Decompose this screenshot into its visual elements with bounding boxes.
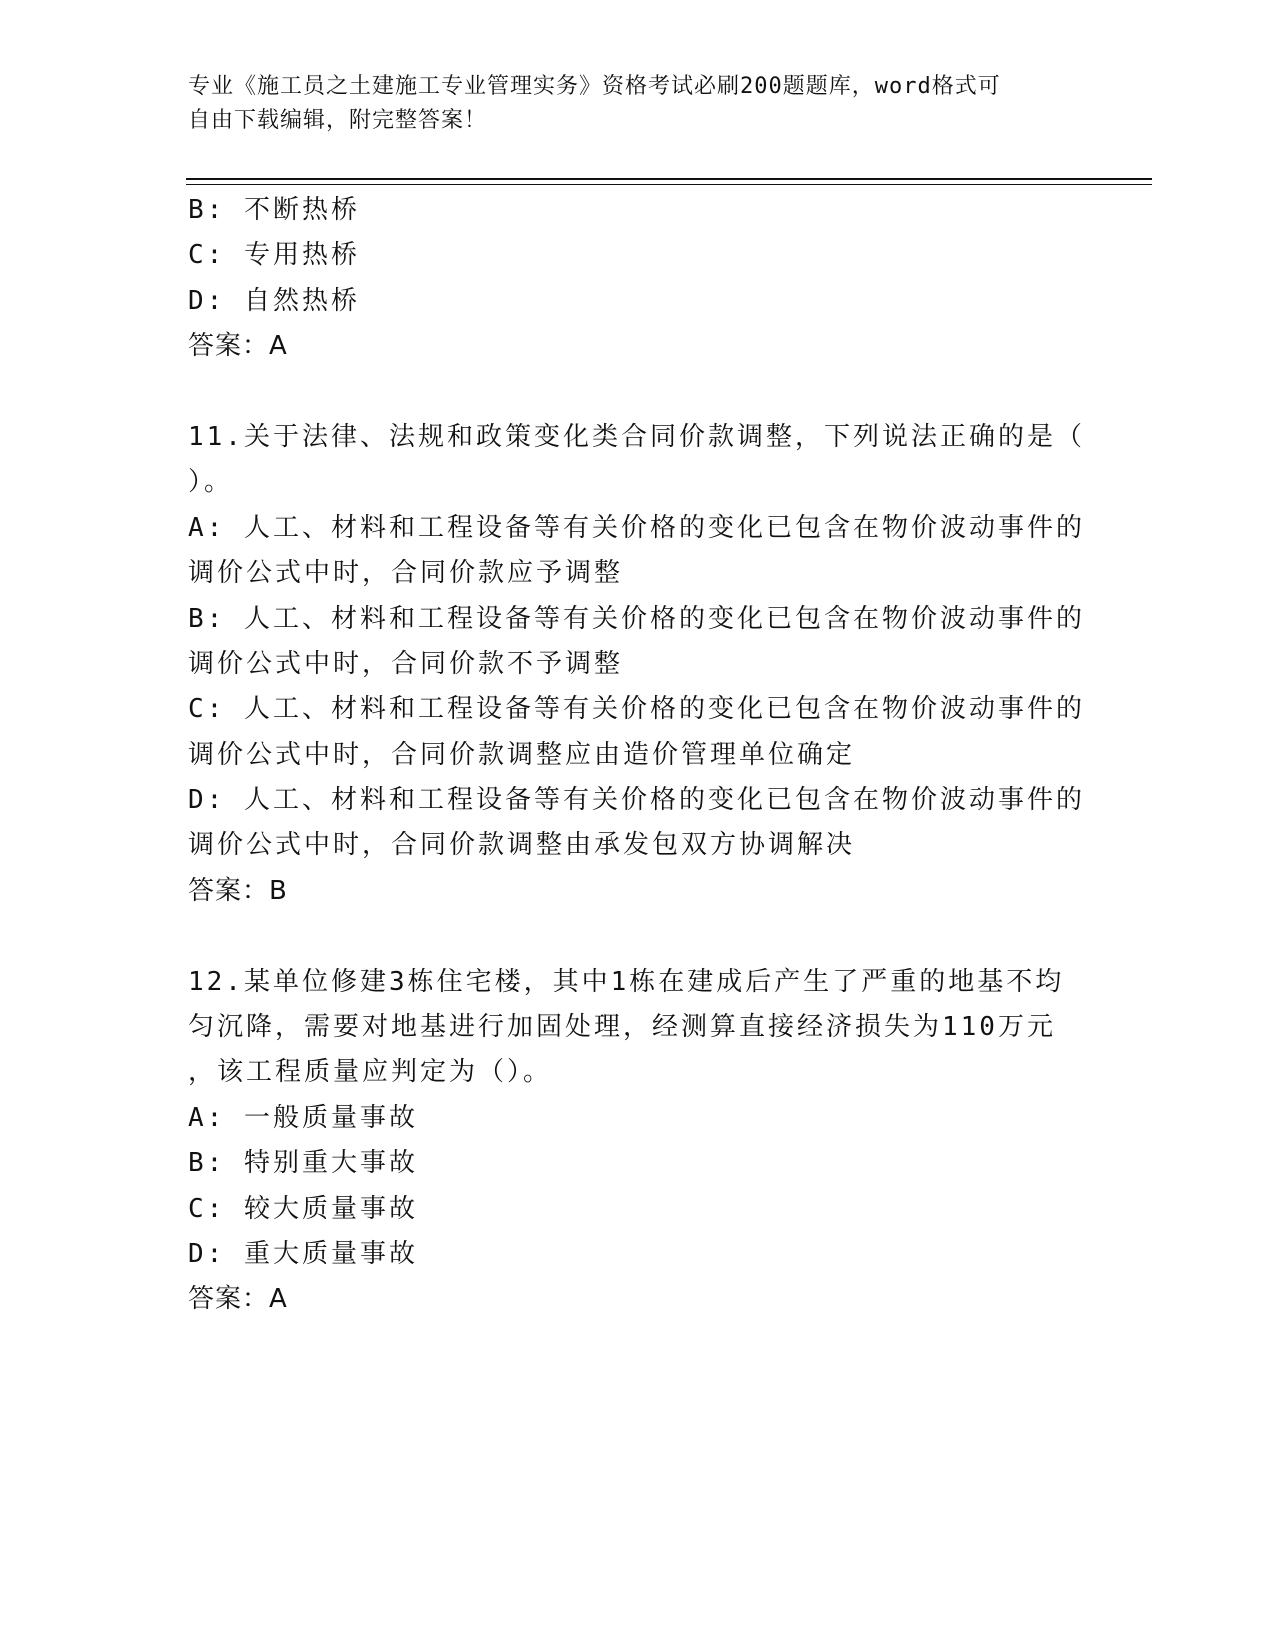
answer: 答案：A (188, 331, 288, 362)
question-stem-line-3: ，该工程质量应判定为（）。 (188, 1057, 553, 1088)
header-divider-thin (186, 184, 1152, 185)
question-11 (188, 415, 1088, 914)
option-c: C: 专用热桥 (188, 240, 360, 271)
option-c-line-2: 调价公式中时，合同价款调整应由造价管理单位确定 (188, 739, 856, 770)
document-body (188, 188, 1088, 1323)
question-stem-line-2: ）。 (188, 467, 234, 498)
question-stem-line-1: 11.关于法律、法规和政策变化类合同价款调整，下列说法正确的是（ (188, 421, 1085, 452)
header-title-line-1: 专业《施工员之土建施工专业管理实务》资格考试必刷200题题库，word格式可 (188, 74, 1001, 99)
question-stem-line-1: 12.某单位修建3栋住宅楼，其中1栋在建成后产生了严重的地基不均 (188, 966, 1065, 997)
option-b-line-1: B: 人工、材料和工程设备等有关价格的变化已包含在物价波动事件的 (188, 603, 1085, 634)
document-header (188, 70, 1088, 138)
spacer (188, 370, 1088, 415)
option-d: D: 自然热桥 (188, 285, 360, 316)
header-divider-thick (186, 178, 1152, 180)
question-10-continued (188, 188, 1088, 370)
question-12 (188, 960, 1088, 1323)
option-a-line-1: A: 人工、材料和工程设备等有关价格的变化已包含在物价波动事件的 (188, 512, 1085, 543)
header-title-line-2: 自由下载编辑，附完整答案！ (188, 108, 488, 133)
option-c-line-1: C: 人工、材料和工程设备等有关价格的变化已包含在物价波动事件的 (188, 694, 1085, 725)
answer: 答案：A (188, 1284, 288, 1315)
option-b: B: 特别重大事故 (188, 1148, 418, 1179)
option-c: C: 较大质量事故 (188, 1193, 418, 1224)
spacer (188, 914, 1088, 959)
answer: 答案：B (188, 875, 288, 906)
option-d-line-2: 调价公式中时，合同价款调整由承发包双方协调解决 (188, 830, 856, 861)
option-d-line-1: D: 人工、材料和工程设备等有关价格的变化已包含在物价波动事件的 (188, 785, 1085, 816)
option-a-line-2: 调价公式中时，合同价款应予调整 (188, 558, 624, 589)
question-stem-line-2: 匀沉降，需要对地基进行加固处理，经测算直接经济损失为110万元 (188, 1012, 1056, 1043)
option-a: A: 一般质量事故 (188, 1102, 418, 1133)
option-b-line-2: 调价公式中时，合同价款不予调整 (188, 648, 624, 679)
option-d: D: 重大质量事故 (188, 1238, 418, 1269)
option-b: B: 不断热桥 (188, 195, 360, 225)
